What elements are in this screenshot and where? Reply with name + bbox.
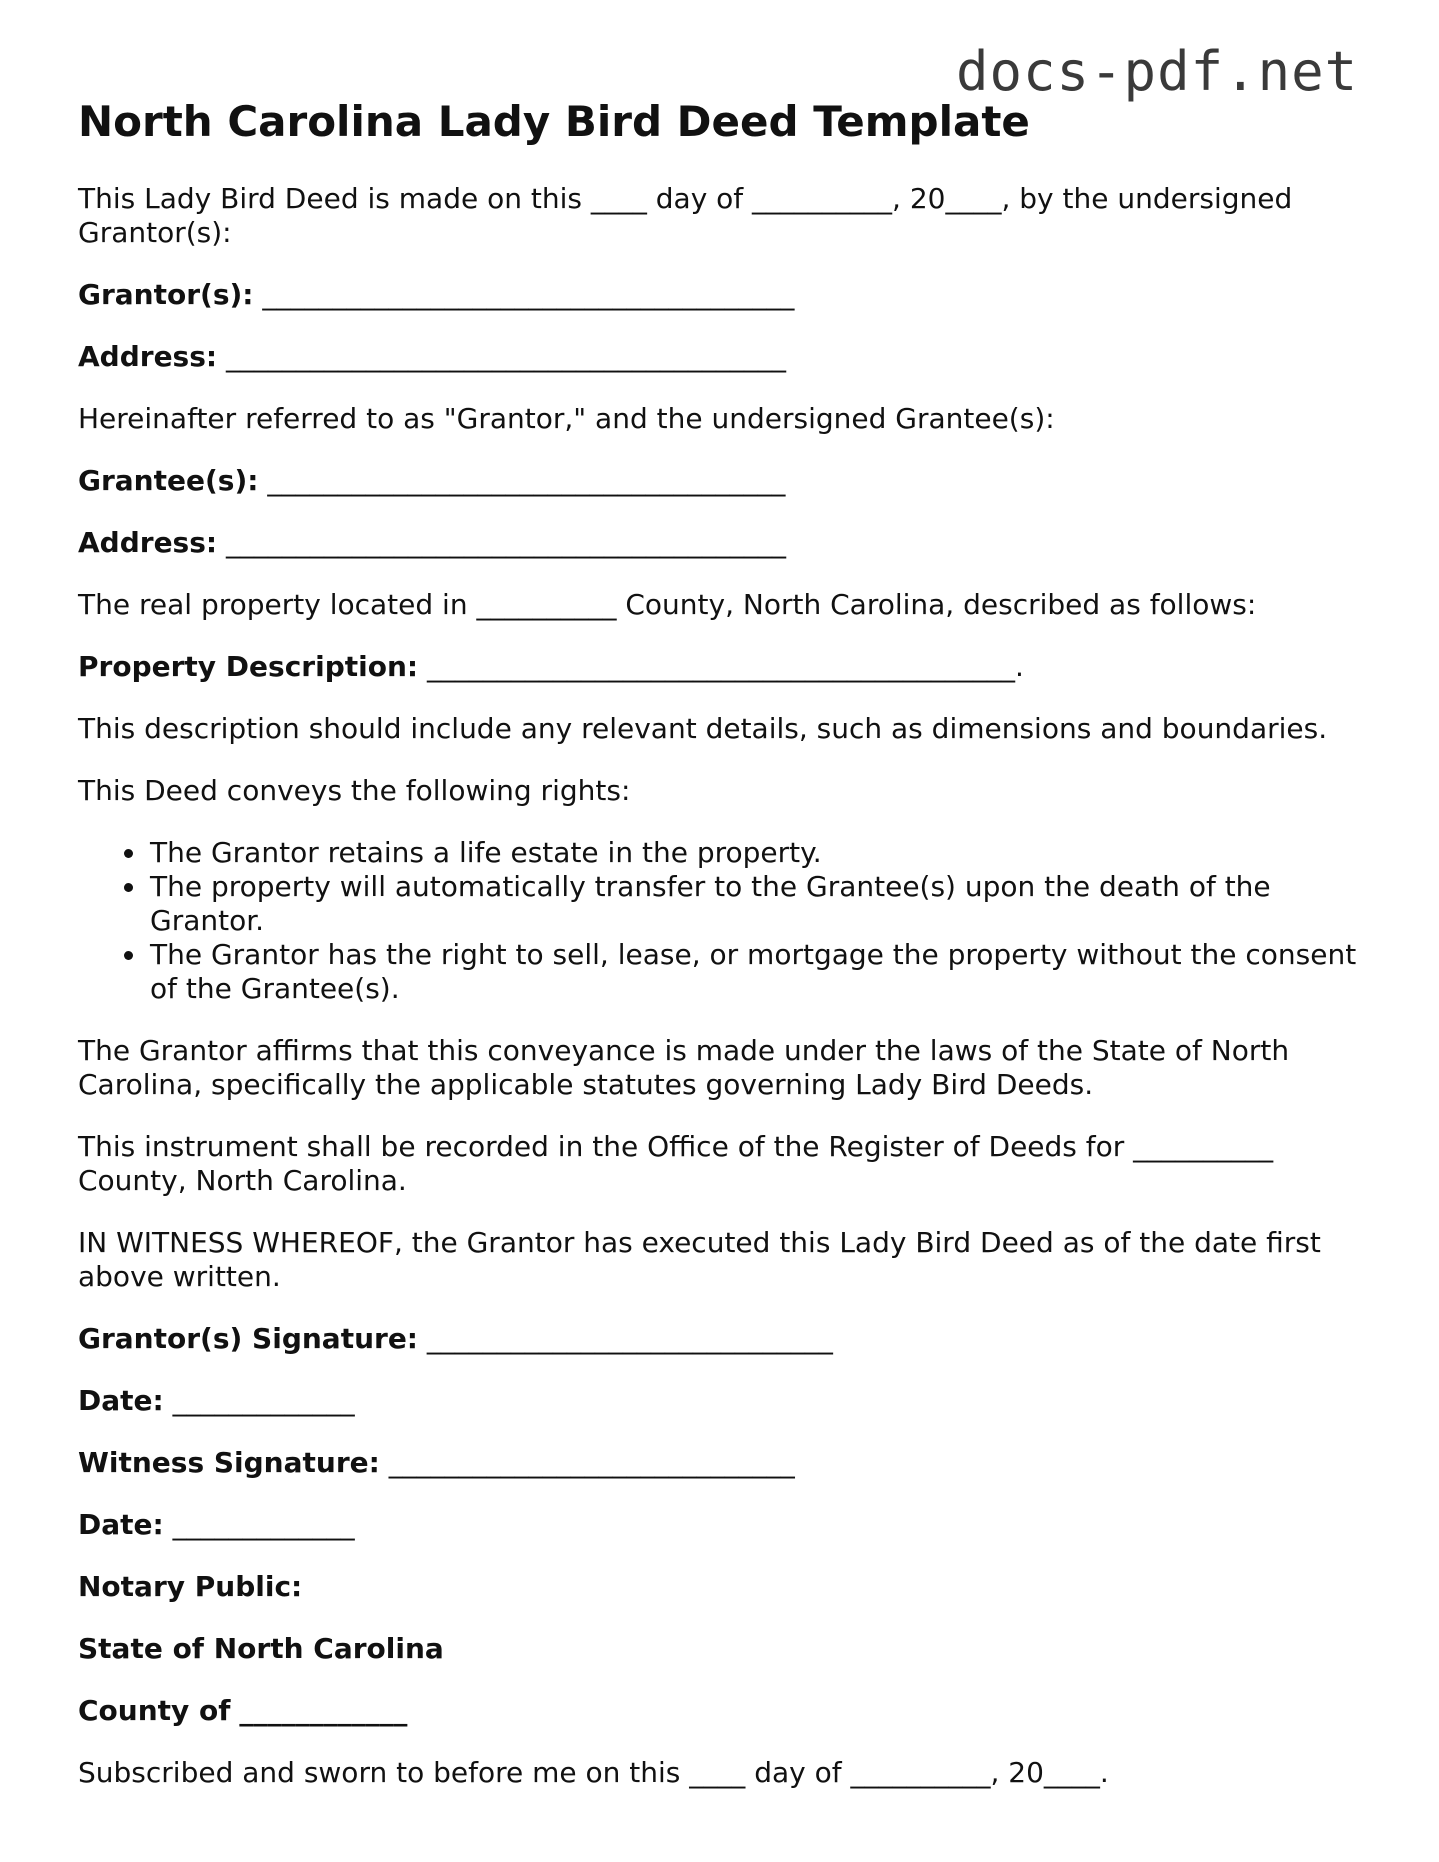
recording-paragraph: This instrument shall be recorded in the Office of the Register of Deeds for __________ County, North Carolina. xyxy=(78,1130,1274,1197)
witness-signature-field xyxy=(78,1446,1368,1480)
rights-list xyxy=(78,836,1368,1006)
grantee-field xyxy=(78,464,1368,498)
grantor-field xyxy=(78,278,1368,312)
description-note-paragraph: This description should include any relevant details, such as dimensions and boundaries. xyxy=(78,712,1328,745)
grantee-address-blank: ________________________________________ xyxy=(226,526,786,559)
grantor-address-field xyxy=(78,340,1368,374)
notary-heading: Notary Public: xyxy=(78,1570,303,1603)
grantor-date-field xyxy=(78,1384,1368,1418)
witness-date-field xyxy=(78,1508,1368,1542)
property-description-blank: __________________________________________. xyxy=(427,650,1024,683)
grantor-date-blank: _____________ xyxy=(172,1384,355,1417)
witness-signature-blank: _____________________________ xyxy=(388,1446,795,1479)
rights-intro-paragraph: This Deed conveys the following rights: xyxy=(78,774,631,807)
grantor-signature-field xyxy=(78,1322,1368,1356)
grantee-label: Grantee(s): xyxy=(78,464,259,497)
list-item: • The property will automatically transfer to the Grantee(s) upon the death of the Grantor. xyxy=(148,870,1368,938)
property-location-paragraph: The real property located in __________ County, North Carolina, described as follows: xyxy=(78,588,1257,621)
grantee-address-field xyxy=(78,526,1368,560)
grantee-address-label: Address: xyxy=(78,526,218,559)
grantee-blank: _____________________________________ xyxy=(267,464,786,497)
watermark: docs-pdf.net xyxy=(956,40,1359,103)
grantor-label: Grantor(s): xyxy=(78,278,254,311)
county-blank: ____________ xyxy=(239,1694,408,1727)
document-page xyxy=(78,96,1368,1818)
hereinafter-paragraph: Hereinafter referred to as "Grantor," and the undersigned Grantee(s): xyxy=(78,402,1055,435)
intro-paragraph: This Lady Bird Deed is made on this ____ day of __________, 20____, by the undersigned Grantor(s): xyxy=(78,182,1293,249)
property-description-label: Property Description: xyxy=(78,650,419,683)
grantor-signature-blank: _____________________________ xyxy=(426,1322,833,1355)
witness-clause-paragraph: IN WITNESS WHEREOF, the Grantor has executed this Lady Bird Deed as of the date first above written. xyxy=(78,1226,1321,1293)
list-item: • The Grantor has the right to sell, lease, or mortgage the property without the consent of the Grantee(s). xyxy=(148,938,1368,1006)
affirmation-paragraph: The Grantor affirms that this conveyance is made under the laws of the State of North Carolina, specifically the applicable statutes governing Lady Bird Deeds. xyxy=(78,1034,1290,1101)
grantor-date-label: Date: xyxy=(78,1384,164,1417)
witness-date-blank: _____________ xyxy=(172,1508,355,1541)
grantor-address-blank: ________________________________________ xyxy=(226,340,786,373)
grantor-address-label: Address: xyxy=(78,340,218,373)
county-field xyxy=(78,1694,1368,1728)
state-heading: State of North Carolina xyxy=(78,1632,444,1665)
grantor-signature-label: Grantor(s) Signature: xyxy=(78,1322,419,1355)
grantor-blank: ______________________________________ xyxy=(262,278,795,311)
sworn-paragraph: Subscribed and sworn to before me on this ____ day of __________, 20____. xyxy=(78,1756,1109,1789)
page-title: North Carolina Lady Bird Deed Template xyxy=(78,97,1030,146)
witness-date-label: Date: xyxy=(78,1508,164,1541)
list-item: • The Grantor retains a life estate in the property. xyxy=(148,836,1368,870)
property-description-field xyxy=(78,650,1368,684)
witness-signature-label: Witness Signature: xyxy=(78,1446,380,1479)
county-label: County of xyxy=(78,1694,231,1727)
